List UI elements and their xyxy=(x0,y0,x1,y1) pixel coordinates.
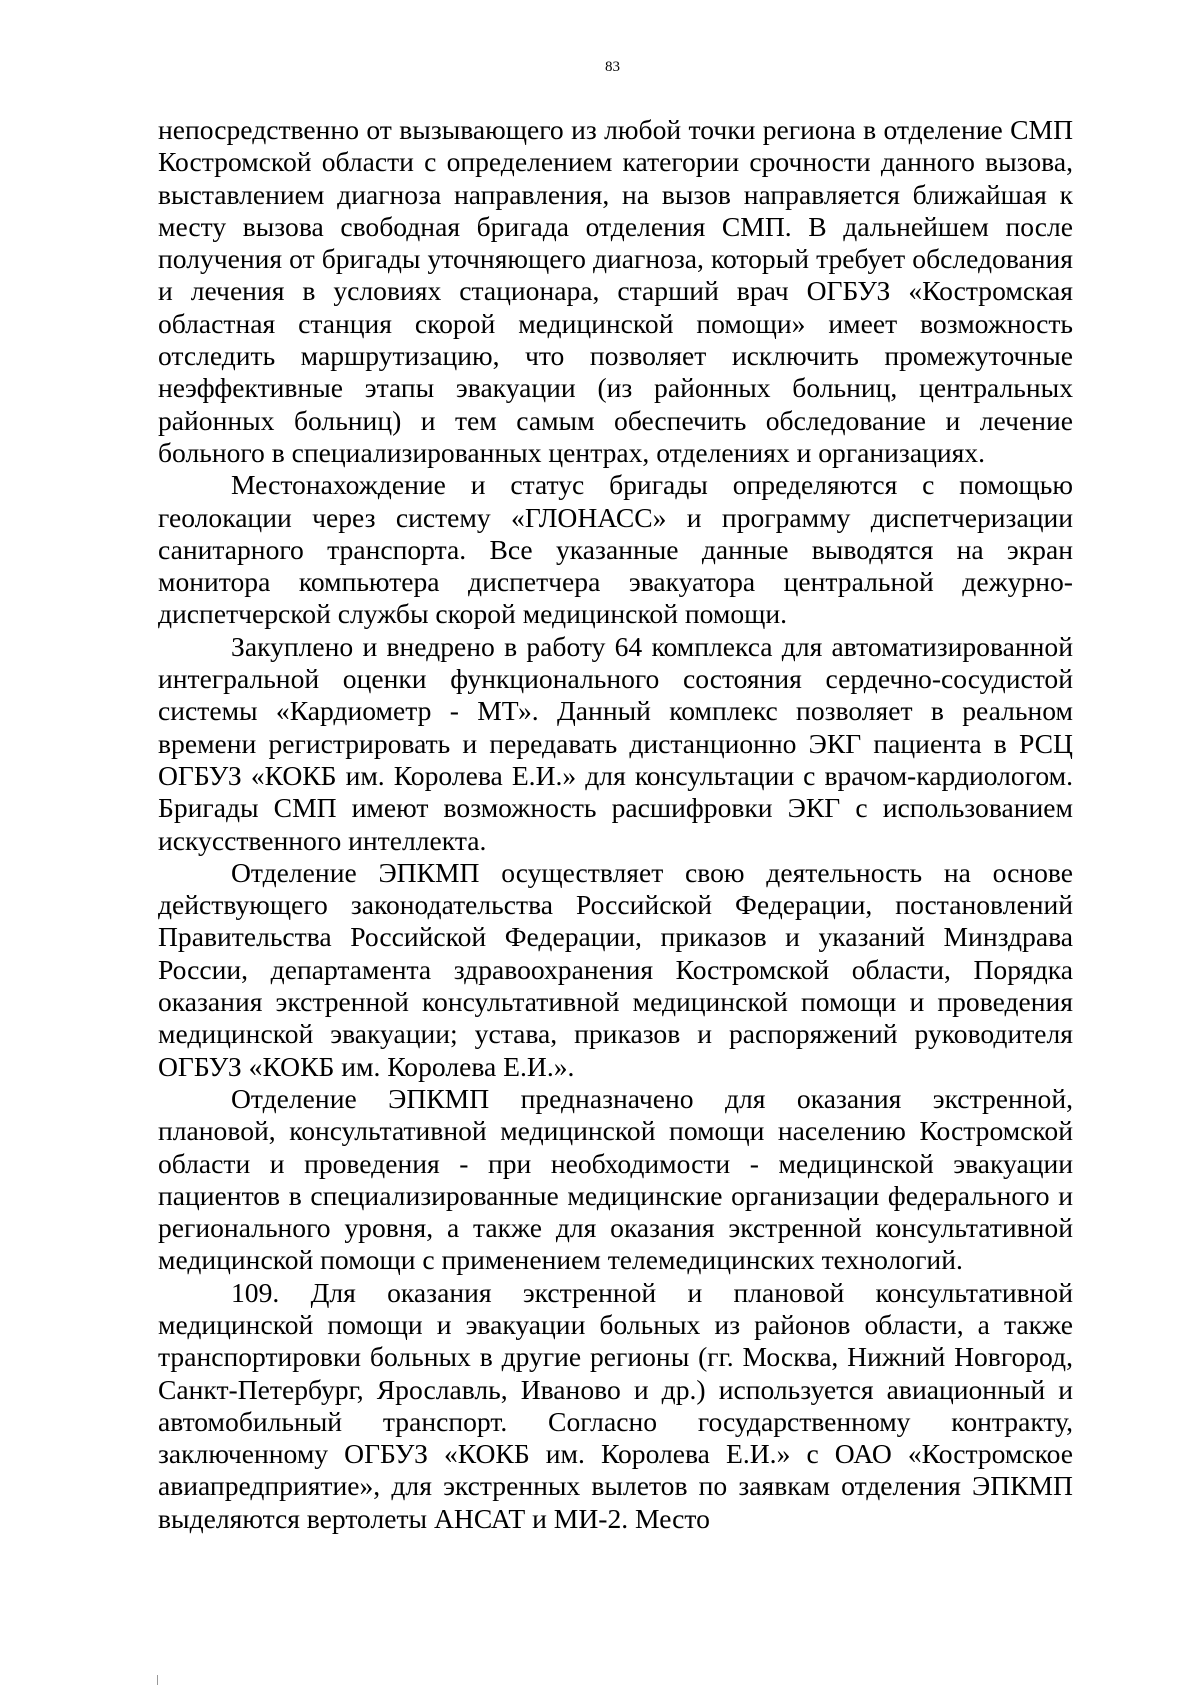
paragraph-1: непосредственно от вызывающего из любой точки региона в отделение СМП Костромской области с определением категории срочности данного вызова, выставлением диагноза направления, на вызов направляется ближайшая к месту вызова свободная бригада отделения СМП. В дальнейшем после получения от бригады уточняющего диагноза, который требует обследования и лечения в условиях стационара, старший врач ОГБУЗ «Костромская областная станция скорой медицинской помощи» имеет возможность отследить маршрутизацию, что позволяет исключить промежуточные неэффективные этапы эвакуации (из районных больниц, центральных районных больниц) и тем самым обеспечить обследование и лечение больного в специализированных центрах, отделениях и организациях. xyxy=(158,114,1073,468)
paragraph-4: Отделение ЭПКМП осуществляет свою деятельность на основе действующего законодательства Российской Федерации, постановлений Правительства Российской Федерации, приказов и указаний Минздрава России, департамента здравоохранения Костромской области, Порядка оказания экстренной консультативной медицинской помощи и проведения медицинской эвакуации; устава, приказов и распоряжений руководителя ОГБУЗ «КОКБ им. Королева Е.И.». xyxy=(158,856,1073,1082)
page-number: 83 xyxy=(605,59,620,75)
document-body xyxy=(158,114,1073,1535)
paragraph-5: Отделение ЭПКМП предназначено для оказания экстренной, плановой, консультативной медицинской помощи населению Костромской области и проведения - при необходимости - медицинской эвакуации пациентов в специализированные медицинские организации федерального и регионального уровня, а также для оказания экстренной консультативной медицинской помощи с применением телемедицинских технологий. xyxy=(158,1082,1073,1276)
paragraph-2: Местонахождение и статус бригады определяются с помощью геолокации через систему «ГЛОНАСС» и программу диспетчеризации санитарного транспорта. Все указанные данные выводятся на экран монитора компьютера диспетчера эвакуатора центральной дежурно-диспетчерской службы скорой медицинской помощи. xyxy=(158,469,1073,630)
paragraph-3: Закуплено и внедрено в работу 64 комплекса для автоматизированной интегральной оценки функционального состояния сердечно-сосудистой системы «Кардиометр - МТ». Данный комплекс позволяет в реальном времени регистрировать и передавать дистанционно ЭКГ пациента в РСЦ ОГБУЗ «КОКБ им. Королева Е.И.» для консультации с врачом-кардиологом. Бригады СМП имеют возможность расшифровки ЭКГ с использованием искусственного интеллекта. xyxy=(158,630,1073,856)
paragraph-6: 109. Для оказания экстренной и плановой консультативной медицинской помощи и эвакуации больных из районов области, а также транспортировки больных в другие регионы (гг. Москва, Нижний Новгород, Санкт-Петербург, Ярославль, Иваново и др.) используется авиационный и автомобильный транспорт. Согласно государственному контракту, заключенному ОГБУЗ «КОКБ им. Королева Е.И.» с ОАО «Костромское авиапредприятие», для экстренных вылетов по заявкам отделения ЭПКМП выделяются вертолеты АНСАТ и МИ-2. Место xyxy=(158,1276,1073,1534)
scan-margin-mark xyxy=(157,1675,158,1685)
